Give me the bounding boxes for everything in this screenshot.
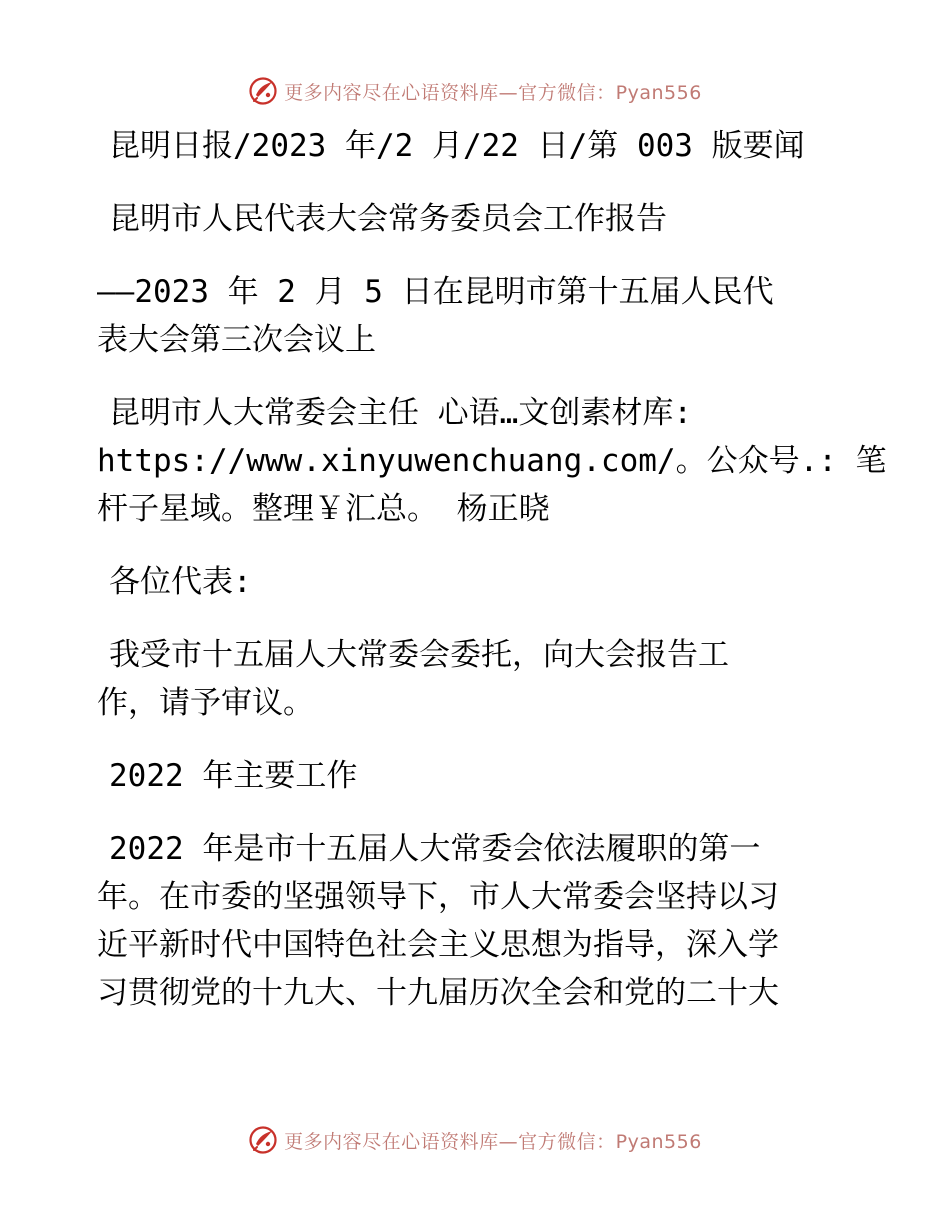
paragraph-line-1: 2022 年是市十五届人大常委会依法履职的第一 bbox=[109, 831, 761, 867]
salutation: 各位代表: bbox=[109, 564, 252, 600]
byline-line-3: 杆子星域。整理￥汇总。 杨正晓 bbox=[97, 491, 550, 527]
byline-line-1: 昆明市人大常委会主任 心语…文创素材库: bbox=[109, 395, 692, 431]
xinyu-logo-icon bbox=[248, 76, 278, 106]
byline-line-2: https://www.xinyuwenchuang.com/。公众号.: 笔 bbox=[97, 443, 887, 479]
watermark-slogan: 更多内容尽在心语资料库—官方微信：Pyan556 bbox=[284, 81, 702, 104]
masthead: 昆明日报/2023 年/2 月/22 日/第 003 版要闻 bbox=[109, 128, 805, 164]
paragraph-line-3: 近平新时代中国特色社会主义思想为指导，深入学 bbox=[97, 927, 779, 963]
paragraph-line-4: 习贯彻党的十九大、十九届历次全会和党的二十大 bbox=[97, 975, 779, 1011]
section-heading: 2022 年主要工作 bbox=[109, 758, 358, 794]
intro-line-2: 作，请予审议。 bbox=[97, 685, 314, 721]
article-body bbox=[97, 122, 887, 1017]
watermark-banner-top bbox=[0, 71, 950, 111]
watermark-slogan: 更多内容尽在心语资料库—官方微信：Pyan556 bbox=[284, 1130, 702, 1153]
paragraph-line-2: 年。在市委的坚强领导下，市人大常委会坚持以习 bbox=[97, 879, 779, 915]
xinyu-logo-icon bbox=[248, 1125, 278, 1155]
watermark-banner-bottom bbox=[0, 1120, 950, 1160]
intro-line-1: 我受市十五届人大常委会委托，向大会报告工 bbox=[109, 637, 729, 673]
subtitle-line-2: 表大会第三次会议上 bbox=[97, 322, 376, 358]
subtitle-line-1: ——2023 年 2 月 5 日在昆明市第十五届人民代 bbox=[97, 274, 774, 310]
article-title: 昆明市人民代表大会常务委员会工作报告 bbox=[109, 201, 667, 237]
